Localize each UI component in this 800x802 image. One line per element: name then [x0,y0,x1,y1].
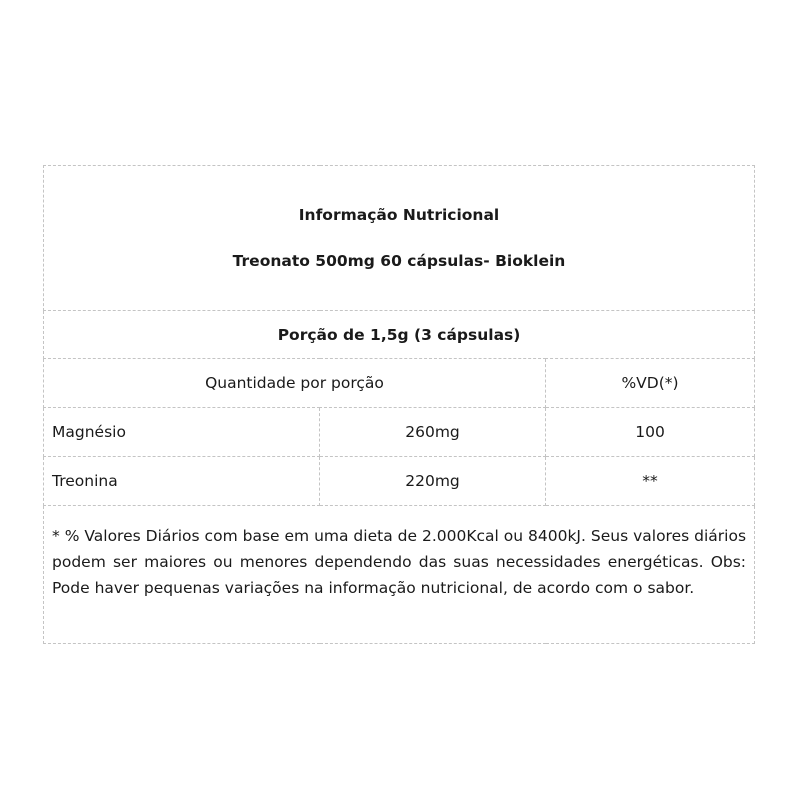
nutrition-facts-table [43,165,755,644]
table-row [44,408,755,457]
quantity-header: Quantidade por porção [44,359,546,408]
nutrient-vd: ** [546,457,755,506]
table-row [44,457,755,506]
nutrient-amount: 220mg [320,457,546,506]
footnote-cell [44,506,755,644]
footnote-row [44,506,755,644]
portion-size: Porção de 1,5g (3 cápsulas) [44,311,755,359]
title-cell [44,166,755,311]
portion-row [44,311,755,359]
nutrient-vd: 100 [546,408,755,457]
table-title: Informação Nutricional [298,206,500,224]
nutrient-name: Magnésio [44,408,320,457]
nutrient-name: Treonina [44,457,320,506]
title-row [44,166,755,311]
header-row [44,359,755,408]
product-name: Treonato 500mg 60 cápsulas- Bioklein [232,252,566,270]
footnote-text: * % Valores Diários com base em uma dieta de 2.000Kcal ou 8400kJ. Seus valores diários podem ser maiores ou menores dependendo das suas necessidades energéticas. Obs: Pode haver pequenas variações na informação nutricional, de acordo com o sabor. [52,527,747,597]
vd-header: %VD(*) [546,359,755,408]
nutrient-amount: 260mg [320,408,546,457]
